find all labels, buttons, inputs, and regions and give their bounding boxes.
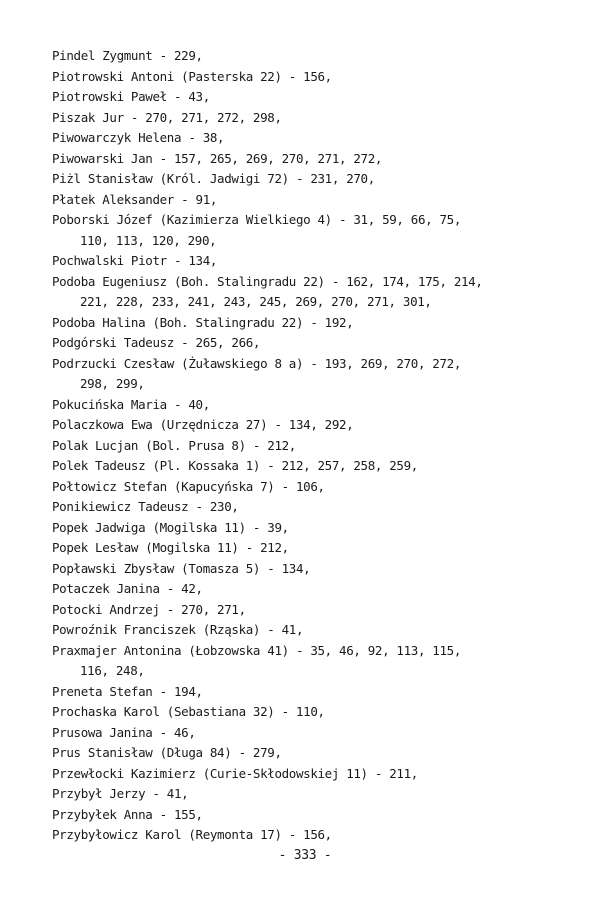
entry-text: Piwowarski Jan - 157, 265, 269, 270, 271, 272, [52, 150, 383, 166]
entry-text: Potocki Andrzej - 270, 271, [52, 601, 246, 617]
index-entry [52, 702, 572, 723]
index-entry [52, 682, 572, 703]
entry-text: Polek Tadeusz (Pl. Kossaka 1) - 212, 257, 258, 259, [52, 458, 418, 473]
entry-text: Prochaska Karol (Sebastiana 32) - 110, [52, 704, 325, 719]
entry-text: Prusowa Janina - 46, [52, 724, 196, 740]
index-entry [52, 518, 572, 539]
entry-text: Pokucińska Maria - 40, [52, 396, 210, 412]
entry-text: Piżl Stanisław (Król. Jadwigi 72) - 231, 270, [52, 171, 375, 186]
index-entry [52, 169, 572, 190]
index-entry [52, 67, 572, 88]
index-entry [52, 149, 572, 170]
index-entry [52, 108, 572, 129]
entry-text: Ponikiewicz Tadeusz - 230, [52, 499, 239, 514]
index-entry [52, 559, 572, 580]
index-entry [52, 210, 572, 251]
entry-text: Przewłocki Kazimierz (Curie-Skłodowskiej 11) - 211, [52, 765, 418, 781]
entry-continuation: 116, 248, [80, 663, 145, 678]
page-number: - 333 - [278, 848, 332, 863]
index-entry [52, 600, 572, 621]
index-entry [52, 641, 572, 682]
entry-continuation: 221, 228, 233, 241, 243, 245, 269, 270, 271, 301, [80, 294, 432, 309]
entry-text: Popek Lesław (Mogilska 11) - 212, [52, 540, 289, 555]
index-entry [52, 354, 572, 395]
index-entry [52, 272, 572, 313]
index-entry [52, 784, 572, 805]
entry-text: Piotrowski Paweł - 43, [52, 89, 210, 104]
entry-text: Popek Jadwiga (Mogilska 11) - 39, [52, 519, 289, 535]
index-entry [52, 805, 572, 826]
index-entries [52, 46, 572, 846]
index-entry [52, 128, 572, 149]
entry-continuation: 298, 299, [80, 376, 145, 391]
index-entry [52, 333, 572, 354]
entry-text: Popławski Zbysław (Tomasza 5) - 134, [52, 560, 311, 576]
index-entry [52, 579, 572, 600]
entry-text: Poborski Józef (Kazimierza Wielkiego 4) - 31, 59, 66, 75, [52, 212, 462, 227]
index-entry [52, 415, 572, 436]
entry-text: Polak Lucjan (Bol. Prusa 8) - 212, [52, 437, 296, 453]
index-entry [52, 723, 572, 744]
entry-text: Prus Stanisław (Długa 84) - 279, [52, 745, 282, 760]
entry-text: Polaczkowa Ewa (Urzędnicza 27) - 134, 292, [52, 417, 354, 432]
entry-text: Podoba Eugeniusz (Boh. Stalingradu 22) - 162, 174, 175, 214, [52, 273, 483, 289]
entry-text: Powroźnik Franciszek (Rząska) - 41, [52, 622, 304, 637]
entry-text: Praxmajer Antonina (Łobzowska 41) - 35, 46, 92, 113, 115, [52, 642, 462, 658]
index-entry [52, 620, 572, 641]
index-entry [52, 87, 572, 108]
index-entry [52, 395, 572, 416]
entry-text: Piwowarczyk Helena - 38, [52, 130, 225, 145]
index-entry [52, 825, 572, 846]
index-entry [52, 46, 572, 67]
entry-text: Przybyłek Anna - 155, [52, 806, 203, 822]
entry-text: Przybył Jerzy - 41, [52, 786, 189, 801]
entry-text: Płatek Aleksander - 91, [52, 191, 218, 207]
entry-continuation: 110, 113, 120, 290, [80, 232, 217, 248]
entry-text: Połtowicz Stefan (Kapucyńska 7) - 106, [52, 478, 325, 494]
entry-text: Podrzucki Czesław (Żuławskiego 8 a) - 193, 269, 270, 272, [52, 355, 462, 371]
index-entry [52, 477, 572, 498]
index-entry [52, 764, 572, 785]
entry-text: Potaczek Janina - 42, [52, 581, 203, 596]
index-entry [52, 743, 572, 764]
entry-text: Piszak Jur - 270, 271, 272, 298, [52, 109, 282, 125]
entry-text: Podgórski Tadeusz - 265, 266, [52, 335, 261, 350]
entry-text: Pochwalski Piotr - 134, [52, 253, 218, 268]
index-entry [52, 538, 572, 559]
index-entry [52, 456, 572, 477]
entry-text: Podoba Halina (Boh. Stalingradu 22) - 192, [52, 314, 354, 330]
index-entry [52, 251, 572, 272]
index-entry [52, 436, 572, 457]
entry-text: Pindel Zygmunt - 229, [52, 48, 203, 63]
entry-text: Przybyłowicz Karol (Reymonta 17) - 156, [52, 827, 332, 842]
index-entry [52, 313, 572, 334]
index-entry [52, 497, 572, 518]
entry-text: Preneta Stefan - 194, [52, 683, 203, 699]
entry-text: Piotrowski Antoni (Pasterska 22) - 156, [52, 68, 332, 84]
index-entry [52, 190, 572, 211]
